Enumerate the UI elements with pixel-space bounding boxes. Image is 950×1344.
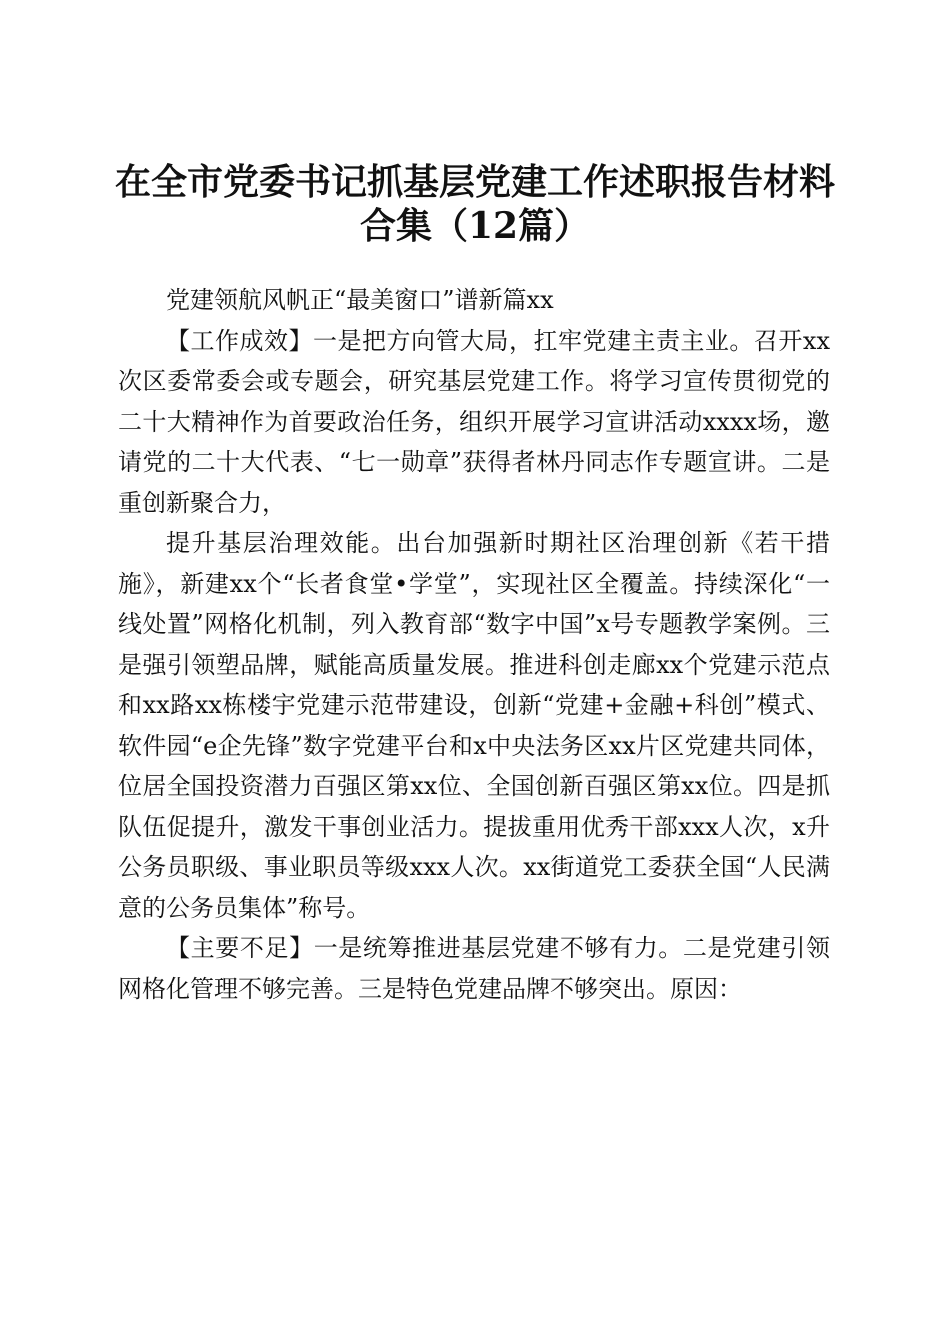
paragraph-governance: 提升基层治理效能。出台加强新时期社区治理创新《若干措施》，新建xx个“长者食堂•学堂”，实现社区全覆盖。持续深化“一线处置”网格化机制，列入教育部“数字中国”x号专题教学案例。三是强引领塑品牌，赋能高质量发展。推进科创走廊xx个党建示范点和xx路xx栋楼宇党建示范带建设，创新“党建+金融+科创”模式、软件园“e企先锋”数字党建平台和x中央法务区xx片区党建共同体，位居全国投资潜力百强区第xx位、全国创新百强区第xx位。四是抓队伍促提升，激发干事创业活力。提拔重用优秀干部xxx人次，x升公务员职级、事业职员等级xxx人次。xx街道党工委获全国“人民满意的公务员集体”称号。 xyxy=(118,529,830,922)
section-subtitle: 党建领航风帆正“最美窗口”谱新篇xx xyxy=(166,286,554,314)
paragraph-achievements: 【工作成效】一是把方向管大局，扛牢党建主责主业。召开xx次区委常委会或专题会，研究基层党建工作。将学习宣传贯彻党的二十大精神作为首要政治任务，组织开展学习宣讲活动xxxx场，邀请党的二十大代表、“七一勋章”获得者林丹同志作专题宣讲。二是重创新聚合力， xyxy=(118,326,830,517)
title-line-2: 合集（12篇） xyxy=(359,205,591,248)
document-title xyxy=(100,160,850,248)
document-body xyxy=(118,280,830,1009)
title-line-1: 在全市党委书记抓基层党建工作述职报告材料 xyxy=(114,161,835,204)
paragraph-shortcomings: 【主要不足】一是统筹推进基层党建不够有力。二是党建引领网格化管理不够完善。三是特色党建品牌不够突出。原因： xyxy=(118,934,830,1003)
